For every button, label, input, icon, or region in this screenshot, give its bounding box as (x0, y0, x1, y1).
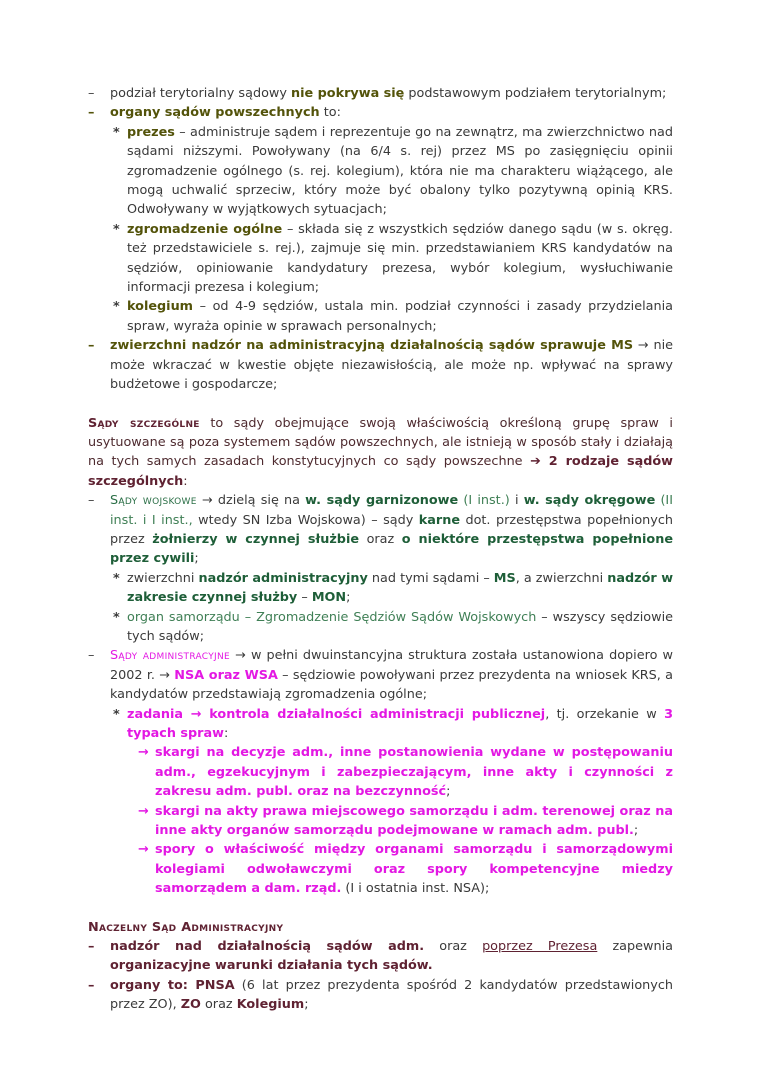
text-run: → dzielą się na (196, 493, 306, 509)
text-run: skargi na decyzje adm., inne postanowienia wydane w postępowaniu adm., egzekucyjnym i zabezpieczającym, inne akty i czynności z zakresu adm. publ. oraz na bezczynność (155, 745, 673, 800)
bullet-marker: * (113, 221, 120, 237)
text-run: : (183, 473, 188, 489)
text-run: – wszyscy sędziowie tych sądów; (127, 609, 673, 644)
text-run: podział terytorialny sądowy (110, 86, 291, 101)
text-run: żołnierzy w czynnej służbie (152, 531, 360, 547)
text-run: to sądy obejmujące swoją właściwością określoną grupę spraw i usytuowane są poza systemem sądów powszechnych, ale istnieją w sposób stały i działają na tych samych zasadach konstytucyjnych co sądy powszechne (88, 415, 673, 470)
text-run: 3 typach spraw (127, 706, 673, 741)
text-run: zadania → kontrola działalności administracji publicznej (127, 706, 546, 722)
subsubbullet-spory (0, 840, 673, 898)
bullet-marker: * (113, 706, 120, 722)
bullet-marker: – (88, 648, 95, 664)
bullet-marker: * (113, 609, 120, 625)
text-run: → nie może wkraczać w kwestie objęte niezawisłością, ale może np. wpływać na sprawy budżetowe i gospodarcze; (110, 338, 674, 393)
subbullet-nadzor-administracyjny (0, 569, 673, 608)
text-run: spory o właściwość między organami samorządu i samorządowymi kolegiami odwoławczymi oraz spory kompetencyjne miedzy samorządem a dam. rząd. (155, 842, 673, 897)
text-run: ; (194, 551, 199, 567)
bullet-sady-administracyjne (0, 646, 673, 704)
text-run: organ samorządu – Zgromadzenie Sędziów Sądów Wojskowych (127, 609, 537, 625)
text-run: Naczelny Sąd Administracyjny (88, 919, 284, 935)
text-run: Sądy szczególne (88, 415, 200, 431)
text-run: MON (311, 590, 347, 606)
text-run: ; (446, 784, 451, 800)
text-run: Sądy administracyjne (110, 648, 231, 664)
heading-naczelny-sad-administracyjny (0, 918, 673, 937)
text-run: – sędziowie powoływani przez prezydenta na wniosek KRS, a kandydatów przedstawiają zgromadzenia ogólne; (110, 667, 673, 703)
text-run: , a zwierzchni (515, 570, 608, 586)
text-run: o niektóre przestępstwa popełnione przez cywili (110, 531, 674, 567)
text-run: zwierzchni nadzór na administracyjną działalnością sądów sprawuje MS (110, 338, 634, 354)
text-run: – (297, 590, 312, 606)
bullet-marker: * (113, 299, 120, 315)
bullet-marker: – (88, 493, 95, 509)
text-run: , tj. orzekanie w (545, 706, 665, 722)
text-run: : (223, 726, 229, 741)
bullet-zwierzchni-nadzor-ms (0, 336, 673, 394)
bullet-organy-pnsa (0, 976, 673, 1015)
text-run: organy sądów powszechnych (110, 105, 320, 121)
subbullet-organ-samorzadu (0, 608, 673, 647)
text-run: to: (319, 105, 341, 121)
text-run: zapewnia (597, 939, 673, 955)
bullet-sady-wojskowe (0, 491, 673, 569)
text-run: oraz (359, 531, 402, 547)
text-run: nadzór administracyjny (198, 570, 368, 586)
text-run: i (509, 493, 524, 509)
text-run: prezes (127, 124, 175, 140)
text-run: kolegium (127, 299, 194, 315)
text-run: zwierzchni (127, 570, 199, 586)
subbullet-prezes (0, 123, 673, 220)
bullet-marker: → (138, 745, 149, 761)
bullet-nadzor-nad-dzialalnoscia (0, 937, 673, 976)
bullet-podzial-terytorialny (0, 84, 673, 103)
text-run: ; (346, 590, 351, 606)
bullet-marker: – (88, 939, 95, 955)
text-run: organizacyjne warunki działania tych sądów. (110, 958, 433, 974)
bullet-marker: – (88, 338, 95, 354)
text-run: oraz (200, 997, 237, 1013)
bullet-marker: * (113, 124, 120, 140)
text-run: → w pełni dwuinstancyjna struktura została ustanowiona dopiero w 2002 r. → (110, 648, 673, 683)
text-run: organy to: PNSA (110, 977, 235, 993)
text-run: Kolegium (236, 997, 305, 1013)
text-run: (I inst.) (458, 493, 510, 509)
text-run: dot. przestępstwa popełnionych przez (110, 512, 673, 547)
text-run: wtedy SN Izba Wojskowa) – sądy (192, 512, 419, 528)
text-run: NSA oraz WSA (174, 667, 278, 683)
bullet-marker: * (113, 570, 120, 586)
subbullet-kolegium (0, 297, 673, 336)
text-run: – administruje sądem i reprezentuje go na zewnątrz, ma zwierzchnictwo nad sądami niższymi. Powoływany (na 6/4 s. rej) przez MS po zasięgnięciu opinii zgromadzenie ogólnego (s. rej. kolegium), która nie ma charakteru wiążącego, ale mogą uchwalić sprzeciw, który może być obalony tylko pozytywną opinią KRS. Odwoływany w wyjątkowych sytuacjach; (127, 124, 673, 218)
subbullet-zgromadzenie-ogolne (0, 220, 673, 298)
text-run: ; (304, 997, 309, 1013)
subsubbullet-skargi-decyzje (0, 743, 673, 801)
text-run: poprzez Prezesa (482, 939, 598, 955)
text-run: zgromadzenie ogólne (127, 221, 283, 237)
text-run: karne (418, 512, 460, 528)
text-run: ; (633, 823, 639, 839)
text-run: nad tymi sądami – (367, 570, 494, 586)
bullet-marker: – (88, 86, 95, 101)
text-run: nadzór nad działalnością sądów adm. (110, 939, 425, 955)
text-run: ➔ 2 rodzaje sądów szczególnych (88, 454, 673, 489)
bullet-marker: → (138, 842, 149, 858)
bullet-organy-sadow-powszechnych (0, 103, 673, 122)
text-run: nadzór w zakresie czynnej służby (127, 570, 674, 606)
text-run: (II inst. i I inst., (110, 493, 673, 528)
paragraph-sady-szczegolne (0, 414, 673, 492)
text-run: nie pokrywa się (291, 86, 405, 101)
text-run: w. sądy okręgowe (523, 493, 656, 509)
text-run: w. sądy garnizonowe (305, 493, 459, 509)
text-run: Sądy wojskowe (110, 493, 197, 509)
bullet-marker: – (88, 977, 95, 993)
text-run: skargi na akty prawa miejscowego samorządu i adm. terenowej oraz na inne akty organów samorządu podejmowane w ramach adm. publ. (155, 803, 673, 839)
text-run: (6 lat przez prezydenta spośród 2 kandydatów przedstawionych przez ZO), (110, 977, 673, 1013)
bullet-marker: – (88, 105, 95, 121)
text-run: oraz (424, 939, 483, 955)
text-run: – od 4-9 sędziów, ustala min. podział czynności i zasady przydzielania spraw, wyraża opinie w sprawach personalnych; (127, 299, 673, 334)
text-run: – składa się z wszystkich sędziów danego sądu (w s. okręg. też przedstawiciele s. rej.), zajmuje się min. przedstawianiem KRS kandydatów na sędziów, opiniowanie kandydatury prezesa, wybór kolegium, wysłuchiwanie informacji prezesa i kolegium; (127, 221, 673, 296)
text-run: ZO (180, 997, 201, 1013)
text-run: podstawowym podziałem terytorialnym; (404, 86, 667, 101)
text-run: MS (493, 570, 516, 586)
subbullet-zadania (0, 705, 673, 744)
subsubbullet-skargi-akty-prawa (0, 802, 673, 841)
text-run: (I i ostatnia inst. NSA); (341, 881, 490, 897)
bullet-marker: → (138, 803, 149, 819)
